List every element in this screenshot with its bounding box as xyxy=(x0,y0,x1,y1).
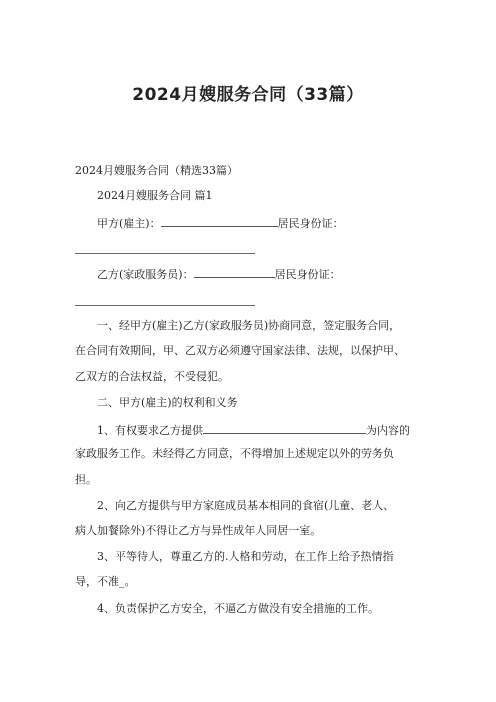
item-3-line-1: 3、平等待人，尊重乙方的.人格和劳动，在工作上给予热情指 xyxy=(97,550,394,563)
party-b-label: 乙方(家政服务员)： xyxy=(97,268,194,281)
item-1-line-1 xyxy=(97,422,410,438)
clause-1-line-2: 在合同有效期间，甲、乙双方必须遵守国家法律、法规，以保护甲、 xyxy=(75,344,405,357)
clause-1-line-3: 乙双方的合法权益，不受侵犯。 xyxy=(75,370,229,383)
clause-1-line-1: 一、经甲方(雇主)乙方(家政服务员)协商同意，签定服务合同， xyxy=(97,319,401,332)
item-1-suffix: 为内容的 xyxy=(366,424,410,437)
item-1-service-blank xyxy=(203,422,366,434)
section-heading: 2024月嫂服务合同 篇1 xyxy=(97,189,213,202)
item-1-line-2: 家政服务工作。未经得乙方同意，不得增加上述规定以外的劳务负 xyxy=(75,447,394,460)
item-1-line-3: 担。 xyxy=(75,473,97,486)
party-b-id-blank xyxy=(75,305,255,306)
party-a-label: 甲方(雇主)： xyxy=(97,217,161,230)
party-b-id-label: 居民身份证： xyxy=(274,268,341,281)
party-b-line xyxy=(97,266,341,282)
document-title: 2024月嫂服务合同（33篇） xyxy=(132,85,364,105)
item-2-line-2: 病人加餐除外)不得让乙方与异性成年人同居一室。 xyxy=(75,524,322,537)
party-a-line xyxy=(97,215,344,231)
document-subtitle: 2024月嫂服务合同（精选33篇） xyxy=(75,164,238,177)
clause-2-heading: 二、甲方(雇主)的权利和义务 xyxy=(97,396,238,409)
item-4-line-1: 4、负责保护乙方安全，不逼乙方做没有安全措施的工作。 xyxy=(97,602,379,615)
party-a-name-blank xyxy=(161,215,278,227)
item-1-prefix: 1、有权要求乙方提供 xyxy=(97,424,203,437)
party-a-id-blank xyxy=(75,253,255,254)
party-a-id-label: 居民身份证： xyxy=(277,217,344,230)
item-2-line-1: 2、向乙方提供与甲方家庭成员基本相同的食宿(儿童、老人、 xyxy=(97,499,395,512)
party-b-name-blank xyxy=(194,266,275,278)
item-3-line-2: 导，不准_。 xyxy=(75,575,136,588)
